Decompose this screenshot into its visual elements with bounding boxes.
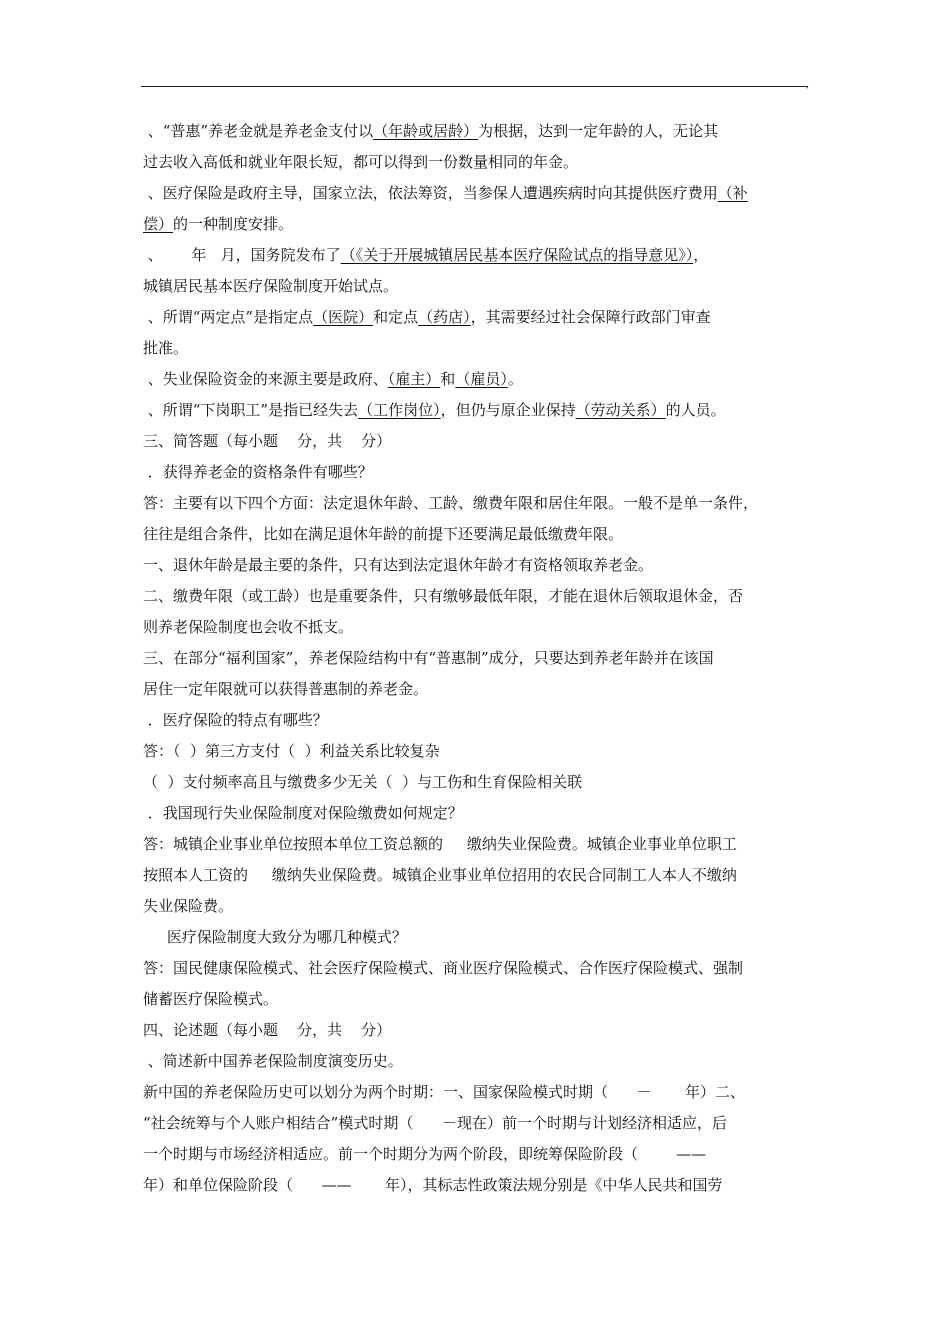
text-line-l14: [143, 519, 807, 550]
document-body: [143, 116, 807, 1201]
text-line-l21: [143, 736, 807, 767]
underlined-answer: （年龄或居龄）: [373, 122, 479, 140]
text-segment: 为根据，达到一定年龄的人，无论其: [478, 122, 719, 140]
text-line-l16: [143, 581, 807, 612]
text-segment: 三、简答题（每小题 分，共 分）: [143, 432, 392, 450]
text-segment: 按照本人工资的 缴纳失业保险费。城镇企业事业单位招用的农民合同制工人本人不缴纳: [143, 866, 737, 884]
header-corner-mark: ,: [806, 79, 810, 90]
text-segment: 答：主要有以下四个方面：法定退休年龄、工龄、缴费年限和居住年限。一般不是单一条件，: [143, 494, 759, 512]
text-segment: 医疗保险制度大致分为哪几种模式？: [143, 928, 407, 946]
text-line-l22: [143, 767, 807, 798]
header-rule: [141, 86, 807, 87]
text-line-l6: [143, 271, 807, 302]
text-segment: 二、缴费年限（或工龄）也是重要条件，只有缴够最低年限，才能在退休后领取退休金，否: [143, 587, 744, 605]
underlined-answer: 偿）: [143, 215, 174, 233]
underlined-answer: （雇主）: [387, 370, 441, 388]
text-line-l18: [143, 643, 807, 674]
underlined-answer: （药店）: [418, 308, 471, 326]
underlined-answer: （工作岗位）: [358, 401, 441, 419]
text-segment: 三、在部分“福利国家”，养老保险结构中有“普惠制”成分，只要达到养老年龄并在该国: [143, 649, 714, 667]
text-segment: 和定点: [373, 308, 419, 326]
text-segment: “社会统筹与个人账户相结合”模式时期（ －现在）前一个时期与计划经济相适应，后: [143, 1114, 727, 1132]
text-line-l29: [143, 984, 807, 1015]
text-line-l3: [143, 178, 807, 209]
text-segment: 、简述新中国养老保险制度演变历史。: [143, 1052, 403, 1070]
text-line-l17: [143, 612, 807, 643]
underlined-answer: （《关于开展城镇居民基本医疗保险试点的指导意见》）: [340, 246, 694, 264]
text-segment: 和: [440, 370, 456, 388]
text-line-l19: [143, 674, 807, 705]
text-segment: 、“普惠”养老金就是养老金支付以: [143, 122, 374, 140]
underlined-answer: （劳动关系）: [575, 401, 666, 419]
text-segment: 答：国民健康保险模式、社会医疗保险模式、商业医疗保险模式、合作医疗保险模式、强制: [143, 959, 744, 977]
text-line-l10: [143, 395, 807, 426]
text-line-l1: [143, 116, 807, 147]
text-line-l8: [143, 333, 807, 364]
text-line-l30: [143, 1015, 807, 1046]
text-segment: ，其需要经过社会保障行政部门审查: [470, 308, 711, 326]
text-segment: 、所谓“下岗职工”是指已经失去: [143, 401, 359, 419]
text-segment: 储蓄医疗保险模式。: [143, 990, 279, 1008]
text-segment: 一、退休年龄是最主要的条件，只有达到法定退休年龄才有资格领取养老金。: [143, 556, 654, 574]
text-line-l12: [143, 457, 807, 488]
text-line-l24: [143, 829, 807, 860]
text-line-l31: [143, 1046, 807, 1077]
text-segment: ．获得养老金的资格条件有哪些？: [143, 463, 373, 481]
text-segment: ，但仍与原企业保持: [440, 401, 576, 419]
text-segment: 居住一定年限就可以获得普惠制的养老金。: [143, 680, 429, 698]
text-segment: ，: [693, 246, 709, 264]
text-segment: ．医疗保险的特点有哪些？: [143, 711, 328, 729]
text-segment: 年）和单位保险阶段（ —— 年），其标志性政策法规分别是《中华人民共和国劳: [143, 1176, 723, 1194]
text-line-l9: [143, 364, 807, 395]
text-segment: （ ）支付频率高且与缴费多少无关（ ）与工伤和生育保险相关联: [143, 773, 583, 791]
text-segment: 城镇居民基本医疗保险制度开始试点。: [143, 277, 399, 295]
text-line-l25: [143, 860, 807, 891]
text-segment: 的人员。: [665, 401, 726, 419]
text-line-l15: [143, 550, 807, 581]
text-line-l20: [143, 705, 807, 736]
underlined-answer: （补: [717, 184, 748, 202]
text-segment: 一个时期与市场经济相适应。前一个时期分为两个阶段，即统筹保险阶段（ ——: [143, 1145, 707, 1163]
text-segment: 、所谓“两定点”是指定点: [143, 308, 314, 326]
text-line-l5: [143, 240, 807, 271]
text-segment: 答：城镇企业事业单位按照本单位工资总额的 缴纳失业保险费。城镇企业事业单位职工: [143, 835, 737, 853]
text-segment: 、医疗保险是政府主导，国家立法，依法筹资，当参保人遭遇疾病时向其提供医疗费用: [143, 184, 718, 202]
text-segment: 四、论述题（每小题 分，共 分）: [143, 1021, 392, 1039]
text-segment: 答：（ ）第三方支付（ ）利益关系比较复杂: [143, 742, 440, 760]
text-segment: 往往是组合条件，比如在满足退休年龄的前提下还要满足最低缴费年限。: [143, 525, 624, 543]
text-segment: 的一种制度安排。: [173, 215, 294, 233]
text-line-l4: [143, 209, 807, 240]
text-line-l32: [143, 1077, 807, 1108]
text-line-l27: [143, 922, 807, 953]
text-line-l33: [143, 1108, 807, 1139]
text-line-l28: [143, 953, 807, 984]
text-segment: 则养老保险制度也会收不抵支。: [143, 618, 354, 636]
text-segment: 过去收入高低和就业年限长短，都可以得到一份数量相同的年金。: [143, 153, 579, 171]
text-line-l26: [143, 891, 807, 922]
text-line-l11: [143, 426, 807, 457]
text-line-l2: [143, 147, 807, 178]
text-segment: 。: [507, 370, 523, 388]
text-segment: 批准。: [143, 339, 189, 357]
text-segment: ．我国现行失业保险制度对保险缴费如何规定？: [143, 804, 463, 822]
text-line-l13: [143, 488, 807, 519]
text-line-l35: [143, 1170, 807, 1201]
underlined-answer: （医院）: [313, 308, 374, 326]
text-segment: 、失业保险资金的来源主要是政府、: [143, 370, 388, 388]
text-line-l23: [143, 798, 807, 829]
text-segment: 、 年 月，国务院发布了: [143, 246, 341, 264]
text-segment: 失业保险费。: [143, 897, 234, 915]
underlined-answer: （雇员）: [455, 370, 508, 388]
text-segment: 新中国的养老保险历史可以划分为两个时期：一、国家保险模式时期（ － 年）二、: [143, 1083, 745, 1101]
text-line-l34: [143, 1139, 807, 1170]
text-line-l7: [143, 302, 807, 333]
